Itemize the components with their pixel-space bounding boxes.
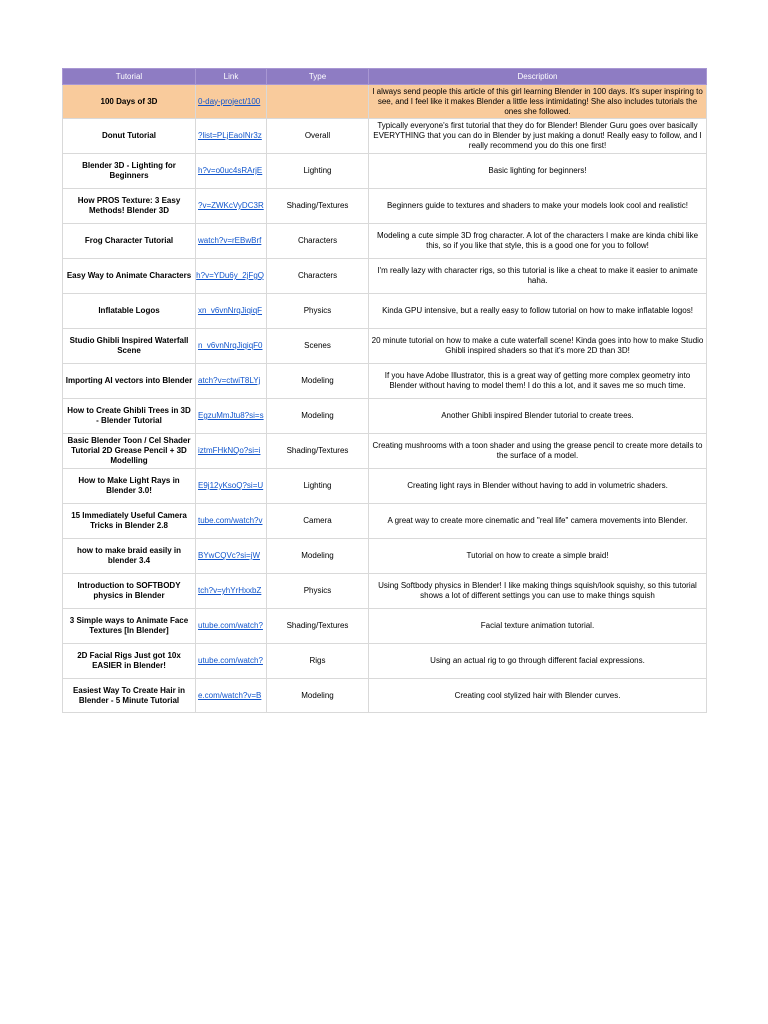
tutorial-link[interactable]: EgzuMmJtu8?si=s: [198, 411, 264, 420]
tutorial-link[interactable]: tch?v=yhYrHxxbZ: [198, 586, 262, 595]
cell-link: [196, 329, 267, 364]
cell-link: [196, 294, 267, 329]
tutorial-link[interactable]: E9j12yKsoQ?si=U: [198, 481, 264, 490]
cell-tutorial: 100 Days of 3D: [63, 85, 196, 119]
cell-type: Modeling: [267, 399, 369, 434]
cell-link: [196, 504, 267, 539]
cell-description: Typically everyone's first tutorial that they do for Blender! Blender Guru goes over basically EVERYTHING that you can do in Blender by just making a donut! Really easy to follow, and I really recommend you do this one first!: [369, 119, 707, 154]
table-row: [63, 85, 707, 119]
table-row: [63, 504, 707, 539]
cell-link: [196, 609, 267, 644]
cell-link: [196, 224, 267, 259]
cell-link: [196, 119, 267, 154]
tutorial-link[interactable]: tube.com/watch?v: [198, 516, 263, 525]
table-row: [63, 119, 707, 154]
table-row: [63, 259, 707, 294]
cell-tutorial: How to Create Ghibli Trees in 3D - Blender Tutorial: [63, 399, 196, 434]
table-row: [63, 189, 707, 224]
tutorial-table: [62, 68, 707, 713]
header-type: Type: [267, 69, 369, 85]
cell-type: Overall: [267, 119, 369, 154]
cell-type: Shading/Textures: [267, 189, 369, 224]
cell-tutorial: how to make braid easily in blender 3.4: [63, 539, 196, 574]
cell-description: Creating mushrooms with a toon shader and using the grease pencil to create more details to the surface of a model.: [369, 434, 707, 469]
header-description: Description: [369, 69, 707, 85]
table-row: [63, 539, 707, 574]
cell-tutorial: 15 Immediately Useful Camera Tricks in Blender 2.8: [63, 504, 196, 539]
cell-type: Modeling: [267, 364, 369, 399]
cell-description: Creating cool stylized hair with Blender curves.: [369, 679, 707, 713]
cell-description: Modeling a cute simple 3D frog character. A lot of the characters I make are kinda chibi like this, so if you like that style, this is a good one for you to follow!: [369, 224, 707, 259]
cell-type: Characters: [267, 259, 369, 294]
cell-description: Using Softbody physics in Blender! I like making things squish/look squishy, so this tutorial shows a lot of different settings you can use to make things squish: [369, 574, 707, 609]
cell-description: I always send people this article of this girl learning Blender in 100 days. It's super inspiring to see, and I feel like it makes Blender a little less intimidating! She also includes tutorials the ones she followed.: [369, 85, 707, 119]
cell-type: Camera: [267, 504, 369, 539]
cell-tutorial: Frog Character Tutorial: [63, 224, 196, 259]
cell-link: [196, 85, 267, 119]
cell-tutorial: Inflatable Logos: [63, 294, 196, 329]
table-row: [63, 399, 707, 434]
cell-link: [196, 469, 267, 504]
tutorial-link[interactable]: e.com/watch?v=B: [198, 690, 262, 700]
cell-tutorial: How PROS Texture: 3 Easy Methods! Blender 3D: [63, 189, 196, 224]
cell-type: Modeling: [267, 679, 369, 713]
cell-type: Shading/Textures: [267, 609, 369, 644]
table-row: [63, 609, 707, 644]
tutorial-link[interactable]: iztmFHkNQo?si=i: [198, 446, 261, 455]
cell-tutorial: Blender 3D - Lighting for Beginners: [63, 154, 196, 189]
table-row: [63, 329, 707, 364]
cell-link: [196, 679, 267, 713]
tutorial-link[interactable]: utube.com/watch?: [198, 656, 263, 665]
cell-description: Beginners guide to textures and shaders to make your models look cool and realistic!: [369, 189, 707, 224]
table-row: [63, 469, 707, 504]
cell-description: Basic lighting for beginners!: [369, 154, 707, 189]
cell-tutorial: 3 Simple ways to Animate Face Textures [In Blender]: [63, 609, 196, 644]
table-body: [63, 85, 707, 713]
table-row: [63, 679, 707, 713]
cell-type: Modeling: [267, 539, 369, 574]
cell-link: [196, 574, 267, 609]
cell-link: [196, 434, 267, 469]
cell-type: Rigs: [267, 644, 369, 679]
table-row: [63, 434, 707, 469]
cell-type: Physics: [267, 294, 369, 329]
cell-link: [196, 259, 267, 294]
table-row: [63, 154, 707, 189]
header-link: Link: [196, 69, 267, 85]
tutorial-link[interactable]: 0-day-project/100: [198, 96, 261, 106]
cell-tutorial: Introduction to SOFTBODY physics in Blender: [63, 574, 196, 609]
tutorial-link[interactable]: h?v=o0uc4sRArjE: [198, 166, 263, 175]
cell-link: [196, 154, 267, 189]
cell-link: [196, 399, 267, 434]
cell-description: 20 minute tutorial on how to make a cute waterfall scene! Kinda goes into how to make Studio Ghibli inspired shaders so that it's more 2D than 3D!: [369, 329, 707, 364]
cell-tutorial: 2D Facial Rigs Just got 10x EASIER in Blender!: [63, 644, 196, 679]
header-tutorial: Tutorial: [63, 69, 196, 85]
cell-type: Physics: [267, 574, 369, 609]
cell-description: Another Ghibli inspired Blender tutorial to create trees.: [369, 399, 707, 434]
tutorial-link[interactable]: h?v=YDu6y_2jFgQ: [196, 271, 264, 280]
table-row: [63, 364, 707, 399]
cell-link: [196, 644, 267, 679]
cell-tutorial: Basic Blender Toon / Cel Shader Tutorial 2D Grease Pencil + 3D Modelling: [63, 434, 196, 469]
cell-link: [196, 364, 267, 399]
cell-type: Lighting: [267, 154, 369, 189]
tutorial-link[interactable]: BYwCQVc?si=jW: [198, 551, 261, 560]
cell-tutorial: Importing AI vectors into Blender: [63, 364, 196, 399]
cell-description: Facial texture animation tutorial.: [369, 609, 707, 644]
cell-description: If you have Adobe Illustrator, this is a great way of getting more complex geometry into Blender without having to model them! I do this a lot, and it saves me so much time.: [369, 364, 707, 399]
tutorial-link[interactable]: atch?v=ctwiT8LYj: [198, 376, 261, 385]
cell-type: Characters: [267, 224, 369, 259]
cell-tutorial: Studio Ghibli Inspired Waterfall Scene: [63, 329, 196, 364]
tutorial-link[interactable]: n_v6vnNrqJiqiqF0: [198, 341, 263, 350]
tutorial-link[interactable]: xn_v6vnNrqJiqiqF: [198, 306, 263, 315]
tutorial-link[interactable]: ?v=ZWKcVyDC3R: [198, 201, 264, 210]
cell-link: [196, 189, 267, 224]
header-row: [63, 69, 707, 85]
tutorial-link[interactable]: watch?v=rEBwBrf: [198, 236, 262, 245]
cell-type: Lighting: [267, 469, 369, 504]
table-row: [63, 574, 707, 609]
cell-type: Scenes: [267, 329, 369, 364]
cell-tutorial: How to Make Light Rays in Blender 3.0!: [63, 469, 196, 504]
cell-description: Tutorial on how to create a simple braid!: [369, 539, 707, 574]
cell-link: [196, 539, 267, 574]
cell-description: I'm really lazy with character rigs, so this tutorial is like a cheat to make it easier to animate haha.: [369, 259, 707, 294]
cell-description: Using an actual rig to go through different facial expressions.: [369, 644, 707, 679]
table-row: [63, 644, 707, 679]
cell-tutorial: Easiest Way To Create Hair in Blender - 5 Minute Tutorial: [63, 679, 196, 713]
cell-description: A great way to create more cinematic and "real life" camera movements into Blender.: [369, 504, 707, 539]
cell-description: Kinda GPU intensive, but a really easy to follow tutorial on how to make inflatable logos!: [369, 294, 707, 329]
cell-type: [267, 85, 369, 119]
table-row: [63, 294, 707, 329]
table-row: [63, 224, 707, 259]
cell-tutorial: Donut Tutorial: [63, 119, 196, 154]
cell-type: Shading/Textures: [267, 434, 369, 469]
cell-description: Creating light rays in Blender without having to add in volumetric shaders.: [369, 469, 707, 504]
tutorial-link[interactable]: utube.com/watch?: [198, 621, 263, 630]
cell-tutorial: Easy Way to Animate Characters: [63, 259, 196, 294]
tutorial-link[interactable]: ?list=PLjEaoINr3z: [198, 131, 262, 140]
